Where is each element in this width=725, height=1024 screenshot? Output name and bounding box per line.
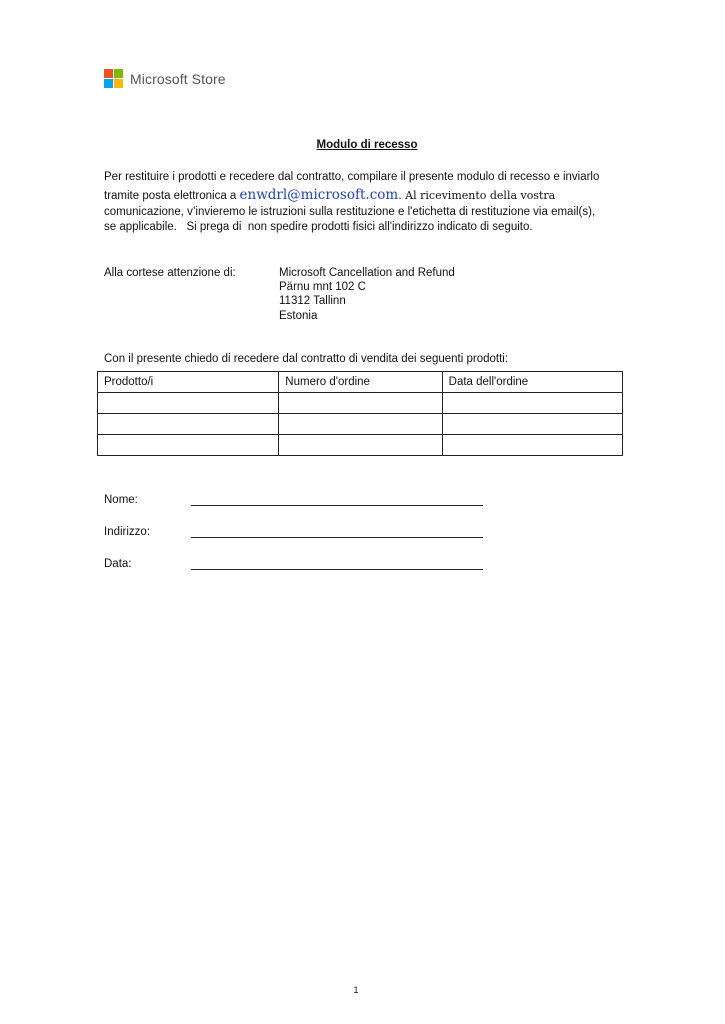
name-input-line[interactable]: [191, 493, 483, 506]
attention-label: Alla cortese attenzione di:: [104, 267, 236, 279]
microsoft-logo-icon: [104, 69, 123, 88]
address-line: 11312 Tallinn: [279, 295, 346, 308]
table-row: [98, 414, 623, 435]
order-number-cell[interactable]: [279, 435, 442, 456]
address-line: Estonia: [279, 309, 318, 322]
order-date-cell[interactable]: [442, 435, 622, 456]
logo-square-green: [114, 69, 123, 78]
product-cell[interactable]: [98, 435, 279, 456]
name-label: Nome:: [104, 494, 138, 506]
products-table: [97, 371, 623, 456]
product-cell[interactable]: [98, 393, 279, 414]
product-cell[interactable]: [98, 414, 279, 435]
intro-line-4: se applicabile. Si prega di non spedire prodotti fisici all'indirizzo indicato di seguito.: [104, 221, 533, 233]
order-number-cell[interactable]: [279, 414, 442, 435]
table-header-row: [98, 372, 623, 393]
header-order-number: Numero d'ordine: [279, 372, 442, 393]
order-date-cell[interactable]: [442, 414, 622, 435]
page-number: 1: [353, 985, 359, 995]
attention-address: [279, 266, 455, 323]
microsoft-store-logo: [104, 69, 226, 88]
address-input-line[interactable]: [191, 525, 483, 538]
date-field: [104, 557, 483, 570]
intro-line-1: Per restituire i prodotti e recedere dal contratto, compilare il presente modulo di recesso e inviarlo: [104, 171, 600, 183]
intro-line-2-prefix: tramite posta elettronica a: [104, 189, 240, 202]
intro-line-2-suffix: . Al ricevimento della vostra: [398, 188, 556, 202]
request-text: Con il presente chiedo di recedere dal contratto di vendita dei seguenti prodotti:: [104, 353, 509, 365]
header-order-date: Data dell'ordine: [442, 372, 622, 393]
logo-square-yellow: [114, 79, 123, 88]
address-field: [104, 525, 483, 538]
logo-square-red: [104, 69, 113, 78]
address-label: Indirizzo:: [104, 526, 151, 538]
order-number-cell[interactable]: [279, 393, 442, 414]
header-product: Prodotto/i: [98, 372, 279, 393]
order-date-cell[interactable]: [442, 393, 622, 414]
date-label: Data:: [104, 558, 132, 570]
logo-text: Microsoft Store: [130, 70, 226, 87]
address-line: Microsoft Cancellation and Refund: [279, 267, 455, 279]
address-line: Pärnu mnt 102 C: [279, 281, 366, 294]
table-row: [98, 393, 623, 414]
intro-paragraph: [104, 170, 634, 236]
page-title: Modulo di recesso: [316, 139, 418, 151]
date-input-line[interactable]: [191, 557, 483, 570]
table-row: [98, 435, 623, 456]
logo-square-blue: [104, 79, 113, 88]
intro-line-3: comunicazione, v’invieremo le istruzioni sulla restituzione e l'etichetta di restituzione via email(s),: [104, 205, 596, 218]
name-field: [104, 493, 483, 506]
intro-line-2: [104, 186, 634, 205]
email-link[interactable]: enwdrl@microsoft.com: [239, 186, 399, 203]
